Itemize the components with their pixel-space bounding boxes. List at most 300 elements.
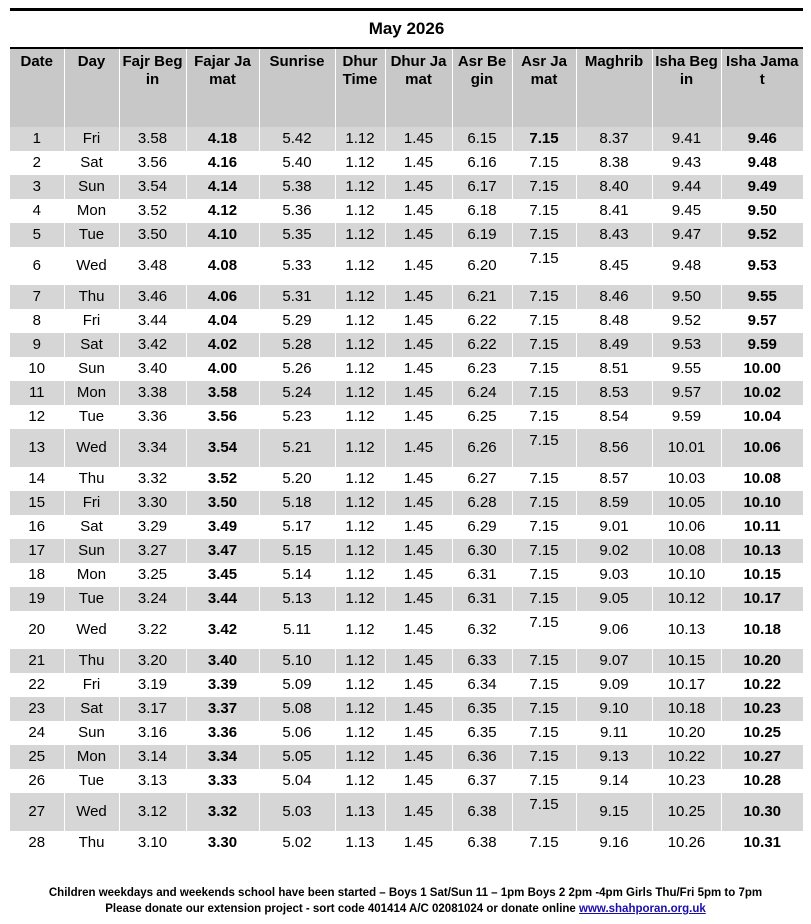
- day-cell: Wed: [64, 429, 119, 467]
- fajr-begin-cell: 3.38: [119, 381, 186, 405]
- fajr-begin-cell: 3.25: [119, 563, 186, 587]
- table-row: [10, 175, 803, 199]
- sunrise-cell: 5.13: [259, 587, 335, 611]
- dhur-time-cell: 1.12: [335, 199, 385, 223]
- asr-jamat-cell: 7.15: [512, 309, 576, 333]
- date-cell: 12: [10, 405, 64, 429]
- asr-begin-cell: 6.18: [452, 199, 512, 223]
- isha-jamat-cell: 10.18: [721, 611, 803, 649]
- table-row: [10, 793, 803, 831]
- fajar-jamat-cell: 3.34: [186, 745, 259, 769]
- isha-begin-cell: 9.55: [652, 357, 721, 381]
- asr-begin-cell: 6.17: [452, 175, 512, 199]
- table-row: [10, 539, 803, 563]
- fajr-begin-cell: 3.29: [119, 515, 186, 539]
- isha-jamat-cell: 10.08: [721, 467, 803, 491]
- isha-begin-cell: 10.10: [652, 563, 721, 587]
- day-cell: Sat: [64, 697, 119, 721]
- dhur-time-cell: 1.12: [335, 491, 385, 515]
- dhur-time-cell: 1.13: [335, 831, 385, 855]
- isha-begin-cell: 10.26: [652, 831, 721, 855]
- dhur-jamat-cell: 1.45: [385, 831, 452, 855]
- asr-jamat-cell: 7.15: [512, 611, 576, 649]
- prayer-timetable: [10, 8, 803, 855]
- fajr-begin-cell: 3.27: [119, 539, 186, 563]
- asr-begin-cell: 6.22: [452, 309, 512, 333]
- maghrib-cell: 9.01: [576, 515, 652, 539]
- maghrib-cell: 8.43: [576, 223, 652, 247]
- asr-jamat-cell: 7.15: [512, 587, 576, 611]
- isha-begin-cell: 9.47: [652, 223, 721, 247]
- isha-begin-cell: 9.53: [652, 333, 721, 357]
- dhur-time-cell: 1.12: [335, 769, 385, 793]
- date-cell: 14: [10, 467, 64, 491]
- header-fajar-jamat: Fajar Jamat: [186, 48, 259, 127]
- day-cell: Sun: [64, 357, 119, 381]
- dhur-time-cell: 1.12: [335, 673, 385, 697]
- maghrib-cell: 9.14: [576, 769, 652, 793]
- fajr-begin-cell: 3.24: [119, 587, 186, 611]
- dhur-jamat-cell: 1.45: [385, 285, 452, 309]
- asr-jamat-cell: 7.15: [512, 745, 576, 769]
- isha-begin-cell: 9.43: [652, 151, 721, 175]
- table-row: [10, 563, 803, 587]
- dhur-time-cell: 1.12: [335, 175, 385, 199]
- isha-jamat-cell: 9.46: [721, 127, 803, 151]
- asr-begin-cell: 6.36: [452, 745, 512, 769]
- date-cell: 25: [10, 745, 64, 769]
- day-cell: Mon: [64, 199, 119, 223]
- fajar-jamat-cell: 3.49: [186, 515, 259, 539]
- header-sunrise: Sunrise: [259, 48, 335, 127]
- isha-jamat-cell: 9.59: [721, 333, 803, 357]
- sunrise-cell: 5.05: [259, 745, 335, 769]
- dhur-jamat-cell: 1.45: [385, 611, 452, 649]
- asr-jamat-cell: 7.15: [512, 721, 576, 745]
- table-row: [10, 467, 803, 491]
- day-cell: Fri: [64, 491, 119, 515]
- fajr-begin-cell: 3.58: [119, 127, 186, 151]
- fajr-begin-cell: 3.34: [119, 429, 186, 467]
- asr-jamat-cell: 7.15: [512, 515, 576, 539]
- fajar-jamat-cell: 4.16: [186, 151, 259, 175]
- sunrise-cell: 5.24: [259, 381, 335, 405]
- isha-begin-cell: 10.05: [652, 491, 721, 515]
- asr-begin-cell: 6.37: [452, 769, 512, 793]
- isha-jamat-cell: 10.04: [721, 405, 803, 429]
- header-asr-begin: Asr Begin: [452, 48, 512, 127]
- sunrise-cell: 5.35: [259, 223, 335, 247]
- asr-begin-cell: 6.15: [452, 127, 512, 151]
- date-cell: 28: [10, 831, 64, 855]
- header-isha-begin: Isha Begin: [652, 48, 721, 127]
- dhur-time-cell: 1.12: [335, 247, 385, 285]
- asr-jamat-cell: 7.15: [512, 539, 576, 563]
- dhur-time-cell: 1.12: [335, 151, 385, 175]
- date-cell: 6: [10, 247, 64, 285]
- fajar-jamat-cell: 4.18: [186, 127, 259, 151]
- day-cell: Tue: [64, 769, 119, 793]
- asr-begin-cell: 6.38: [452, 831, 512, 855]
- sunrise-cell: 5.17: [259, 515, 335, 539]
- asr-jamat-cell: 7.15: [512, 831, 576, 855]
- day-cell: Thu: [64, 831, 119, 855]
- header-day: Day: [64, 48, 119, 127]
- dhur-jamat-cell: 1.45: [385, 309, 452, 333]
- dhur-time-cell: 1.12: [335, 539, 385, 563]
- fajr-begin-cell: 3.20: [119, 649, 186, 673]
- day-cell: Thu: [64, 649, 119, 673]
- maghrib-cell: 8.46: [576, 285, 652, 309]
- fajr-begin-cell: 3.48: [119, 247, 186, 285]
- date-cell: 11: [10, 381, 64, 405]
- maghrib-cell: 9.03: [576, 563, 652, 587]
- sunrise-cell: 5.21: [259, 429, 335, 467]
- maghrib-cell: 8.40: [576, 175, 652, 199]
- isha-jamat-cell: 9.53: [721, 247, 803, 285]
- sunrise-cell: 5.09: [259, 673, 335, 697]
- fajr-begin-cell: 3.19: [119, 673, 186, 697]
- fajr-begin-cell: 3.56: [119, 151, 186, 175]
- date-cell: 13: [10, 429, 64, 467]
- dhur-time-cell: 1.12: [335, 467, 385, 491]
- sunrise-cell: 5.08: [259, 697, 335, 721]
- fajar-jamat-cell: 4.14: [186, 175, 259, 199]
- day-cell: Tue: [64, 587, 119, 611]
- isha-begin-cell: 9.52: [652, 309, 721, 333]
- sunrise-cell: 5.10: [259, 649, 335, 673]
- school-notice: Children weekdays and weekends school have been started – Boys 1 Sat/Sun 11 – 1pm Boys 2 2pm -4pm Girls Thu/Fri 5pm to 7pm: [48, 887, 763, 899]
- isha-jamat-cell: 9.48: [721, 151, 803, 175]
- maghrib-cell: 9.07: [576, 649, 652, 673]
- dhur-time-cell: 1.12: [335, 587, 385, 611]
- isha-jamat-cell: 9.55: [721, 285, 803, 309]
- fajr-begin-cell: 3.50: [119, 223, 186, 247]
- maghrib-cell: 9.10: [576, 697, 652, 721]
- isha-begin-cell: 10.03: [652, 467, 721, 491]
- table-row: [10, 491, 803, 515]
- table-row: [10, 405, 803, 429]
- asr-begin-cell: 6.26: [452, 429, 512, 467]
- date-cell: 22: [10, 673, 64, 697]
- header-dhur-jamat: Dhur Jamat: [385, 48, 452, 127]
- asr-jamat-cell: 7.15: [512, 199, 576, 223]
- asr-begin-cell: 6.33: [452, 649, 512, 673]
- timetable-body: [10, 127, 803, 855]
- donation-notice: [0, 901, 811, 917]
- asr-jamat-cell: 7.15: [512, 467, 576, 491]
- table-row: [10, 429, 803, 467]
- date-cell: 18: [10, 563, 64, 587]
- isha-jamat-cell: 10.27: [721, 745, 803, 769]
- asr-jamat-cell: 7.15: [512, 649, 576, 673]
- website-link[interactable]: www.shahporan.org.uk: [579, 903, 706, 915]
- dhur-jamat-cell: 1.45: [385, 175, 452, 199]
- isha-begin-cell: 10.15: [652, 649, 721, 673]
- asr-jamat-cell: 7.15: [512, 491, 576, 515]
- isha-begin-cell: 10.06: [652, 515, 721, 539]
- table-row: [10, 357, 803, 381]
- sunrise-cell: 5.15: [259, 539, 335, 563]
- isha-begin-cell: 10.25: [652, 793, 721, 831]
- sunrise-cell: 5.28: [259, 333, 335, 357]
- asr-jamat-cell: 7.15: [512, 673, 576, 697]
- isha-jamat-cell: 10.31: [721, 831, 803, 855]
- asr-jamat-cell: 7.15: [512, 793, 576, 831]
- day-cell: Wed: [64, 247, 119, 285]
- fajr-begin-cell: 3.22: [119, 611, 186, 649]
- isha-jamat-cell: 10.30: [721, 793, 803, 831]
- date-cell: 2: [10, 151, 64, 175]
- maghrib-cell: 8.48: [576, 309, 652, 333]
- dhur-time-cell: 1.12: [335, 333, 385, 357]
- fajr-begin-cell: 3.32: [119, 467, 186, 491]
- dhur-time-cell: 1.12: [335, 721, 385, 745]
- date-cell: 16: [10, 515, 64, 539]
- dhur-jamat-cell: 1.45: [385, 467, 452, 491]
- asr-begin-cell: 6.35: [452, 697, 512, 721]
- asr-begin-cell: 6.27: [452, 467, 512, 491]
- sunrise-cell: 5.03: [259, 793, 335, 831]
- sunrise-cell: 5.11: [259, 611, 335, 649]
- isha-begin-cell: 9.41: [652, 127, 721, 151]
- asr-begin-cell: 6.31: [452, 587, 512, 611]
- sunrise-cell: 5.06: [259, 721, 335, 745]
- isha-jamat-cell: 9.52: [721, 223, 803, 247]
- asr-begin-cell: 6.19: [452, 223, 512, 247]
- fajar-jamat-cell: 3.30: [186, 831, 259, 855]
- fajar-jamat-cell: 4.02: [186, 333, 259, 357]
- asr-jamat-cell: 7.15: [512, 697, 576, 721]
- asr-begin-cell: 6.38: [452, 793, 512, 831]
- header-dhur-time: Dhur Time: [335, 48, 385, 127]
- sunrise-cell: 5.33: [259, 247, 335, 285]
- header-date: Date: [10, 48, 64, 127]
- date-cell: 19: [10, 587, 64, 611]
- day-cell: Fri: [64, 309, 119, 333]
- isha-jamat-cell: 9.57: [721, 309, 803, 333]
- asr-begin-cell: 6.29: [452, 515, 512, 539]
- fajr-begin-cell: 3.46: [119, 285, 186, 309]
- asr-jamat-cell: 7.15: [512, 429, 576, 467]
- sunrise-cell: 5.26: [259, 357, 335, 381]
- header-fajr-begin: Fajr Begin: [119, 48, 186, 127]
- fajar-jamat-cell: 3.33: [186, 769, 259, 793]
- isha-jamat-cell: 10.20: [721, 649, 803, 673]
- sunrise-cell: 5.23: [259, 405, 335, 429]
- asr-begin-cell: 6.34: [452, 673, 512, 697]
- isha-begin-cell: 9.45: [652, 199, 721, 223]
- dhur-jamat-cell: 1.45: [385, 333, 452, 357]
- fajr-begin-cell: 3.52: [119, 199, 186, 223]
- day-cell: Sun: [64, 539, 119, 563]
- isha-begin-cell: 9.50: [652, 285, 721, 309]
- fajar-jamat-cell: 4.00: [186, 357, 259, 381]
- table-row: [10, 381, 803, 405]
- month-title: May 2026: [10, 10, 803, 49]
- maghrib-cell: 8.45: [576, 247, 652, 285]
- fajr-begin-cell: 3.40: [119, 357, 186, 381]
- asr-jamat-cell: 7.15: [512, 175, 576, 199]
- dhur-time-cell: 1.12: [335, 611, 385, 649]
- date-cell: 3: [10, 175, 64, 199]
- asr-begin-cell: 6.22: [452, 333, 512, 357]
- dhur-time-cell: 1.12: [335, 697, 385, 721]
- sunrise-cell: 5.04: [259, 769, 335, 793]
- day-cell: Tue: [64, 405, 119, 429]
- dhur-jamat-cell: 1.45: [385, 721, 452, 745]
- dhur-time-cell: 1.12: [335, 515, 385, 539]
- maghrib-cell: 9.11: [576, 721, 652, 745]
- table-row: [10, 151, 803, 175]
- isha-jamat-cell: 10.06: [721, 429, 803, 467]
- maghrib-cell: 8.38: [576, 151, 652, 175]
- fajar-jamat-cell: 3.45: [186, 563, 259, 587]
- dhur-jamat-cell: 1.45: [385, 151, 452, 175]
- day-cell: Fri: [64, 127, 119, 151]
- isha-jamat-cell: 10.13: [721, 539, 803, 563]
- dhur-time-cell: 1.12: [335, 745, 385, 769]
- dhur-jamat-cell: 1.45: [385, 563, 452, 587]
- fajar-jamat-cell: 3.50: [186, 491, 259, 515]
- dhur-time-cell: 1.12: [335, 429, 385, 467]
- date-cell: 7: [10, 285, 64, 309]
- dhur-time-cell: 1.12: [335, 127, 385, 151]
- table-row: [10, 611, 803, 649]
- maghrib-cell: 8.49: [576, 333, 652, 357]
- sunrise-cell: 5.40: [259, 151, 335, 175]
- isha-begin-cell: 10.17: [652, 673, 721, 697]
- sunrise-cell: 5.14: [259, 563, 335, 587]
- maghrib-cell: 8.51: [576, 357, 652, 381]
- dhur-jamat-cell: 1.45: [385, 515, 452, 539]
- fajr-begin-cell: 3.13: [119, 769, 186, 793]
- isha-jamat-cell: 10.17: [721, 587, 803, 611]
- isha-begin-cell: 10.22: [652, 745, 721, 769]
- table-row: [10, 649, 803, 673]
- fajar-jamat-cell: 3.58: [186, 381, 259, 405]
- fajar-jamat-cell: 3.56: [186, 405, 259, 429]
- footer-notes: [0, 885, 811, 917]
- fajar-jamat-cell: 3.42: [186, 611, 259, 649]
- dhur-time-cell: 1.12: [335, 309, 385, 333]
- asr-jamat-cell: 7.15: [512, 333, 576, 357]
- sunrise-cell: 5.42: [259, 127, 335, 151]
- dhur-jamat-cell: 1.45: [385, 491, 452, 515]
- maghrib-cell: 9.16: [576, 831, 652, 855]
- asr-jamat-cell: 7.15: [512, 285, 576, 309]
- asr-jamat-cell: 7.15: [512, 769, 576, 793]
- maghrib-cell: 8.53: [576, 381, 652, 405]
- isha-jamat-cell: 10.25: [721, 721, 803, 745]
- isha-jamat-cell: 10.23: [721, 697, 803, 721]
- dhur-time-cell: 1.12: [335, 381, 385, 405]
- fajar-jamat-cell: 3.40: [186, 649, 259, 673]
- fajar-jamat-cell: 3.54: [186, 429, 259, 467]
- dhur-time-cell: 1.12: [335, 563, 385, 587]
- fajr-begin-cell: 3.42: [119, 333, 186, 357]
- date-cell: 26: [10, 769, 64, 793]
- dhur-jamat-cell: 1.45: [385, 127, 452, 151]
- date-cell: 20: [10, 611, 64, 649]
- asr-jamat-cell: 7.15: [512, 357, 576, 381]
- maghrib-cell: 9.05: [576, 587, 652, 611]
- dhur-time-cell: 1.12: [335, 223, 385, 247]
- asr-jamat-cell: 7.15: [512, 127, 576, 151]
- date-cell: 24: [10, 721, 64, 745]
- fajar-jamat-cell: 4.04: [186, 309, 259, 333]
- asr-begin-cell: 6.24: [452, 381, 512, 405]
- asr-begin-cell: 6.35: [452, 721, 512, 745]
- isha-jamat-cell: 9.50: [721, 199, 803, 223]
- dhur-jamat-cell: 1.45: [385, 357, 452, 381]
- donation-text: Please donate our extension project - sort code 401414 A/C 02081024 or donate online: [105, 903, 576, 915]
- day-cell: Sun: [64, 721, 119, 745]
- dhur-time-cell: 1.12: [335, 405, 385, 429]
- date-cell: 15: [10, 491, 64, 515]
- asr-jamat-cell: 7.15: [512, 381, 576, 405]
- fajar-jamat-cell: 3.52: [186, 467, 259, 491]
- fajar-jamat-cell: 4.08: [186, 247, 259, 285]
- sunrise-cell: 5.18: [259, 491, 335, 515]
- maghrib-cell: 9.15: [576, 793, 652, 831]
- asr-begin-cell: 6.28: [452, 491, 512, 515]
- fajar-jamat-cell: 3.47: [186, 539, 259, 563]
- header-maghrib: Maghrib: [576, 48, 652, 127]
- maghrib-cell: 9.13: [576, 745, 652, 769]
- asr-begin-cell: 6.16: [452, 151, 512, 175]
- sunrise-cell: 5.36: [259, 199, 335, 223]
- asr-jamat-cell: 7.15: [512, 223, 576, 247]
- sunrise-cell: 5.29: [259, 309, 335, 333]
- table-row: [10, 223, 803, 247]
- date-cell: 23: [10, 697, 64, 721]
- day-cell: Fri: [64, 673, 119, 697]
- sunrise-cell: 5.38: [259, 175, 335, 199]
- fajar-jamat-cell: 3.36: [186, 721, 259, 745]
- asr-begin-cell: 6.21: [452, 285, 512, 309]
- isha-jamat-cell: 10.22: [721, 673, 803, 697]
- fajr-begin-cell: 3.14: [119, 745, 186, 769]
- date-cell: 5: [10, 223, 64, 247]
- header-asr-jamat: Asr Jamat: [512, 48, 576, 127]
- asr-jamat-cell: 7.15: [512, 151, 576, 175]
- isha-begin-cell: 10.18: [652, 697, 721, 721]
- isha-begin-cell: 10.12: [652, 587, 721, 611]
- isha-begin-cell: 10.13: [652, 611, 721, 649]
- isha-jamat-cell: 10.10: [721, 491, 803, 515]
- fajr-begin-cell: 3.16: [119, 721, 186, 745]
- day-cell: Tue: [64, 223, 119, 247]
- maghrib-cell: 8.57: [576, 467, 652, 491]
- day-cell: Sat: [64, 151, 119, 175]
- isha-begin-cell: 9.57: [652, 381, 721, 405]
- date-cell: 4: [10, 199, 64, 223]
- maghrib-cell: 9.09: [576, 673, 652, 697]
- table-row: [10, 673, 803, 697]
- dhur-jamat-cell: 1.45: [385, 673, 452, 697]
- dhur-time-cell: 1.13: [335, 793, 385, 831]
- asr-begin-cell: 6.20: [452, 247, 512, 285]
- day-cell: Sat: [64, 333, 119, 357]
- isha-jamat-cell: 10.02: [721, 381, 803, 405]
- fajar-jamat-cell: 4.06: [186, 285, 259, 309]
- table-row: [10, 515, 803, 539]
- date-cell: 21: [10, 649, 64, 673]
- table-row: [10, 199, 803, 223]
- table-row: [10, 127, 803, 151]
- dhur-jamat-cell: 1.45: [385, 405, 452, 429]
